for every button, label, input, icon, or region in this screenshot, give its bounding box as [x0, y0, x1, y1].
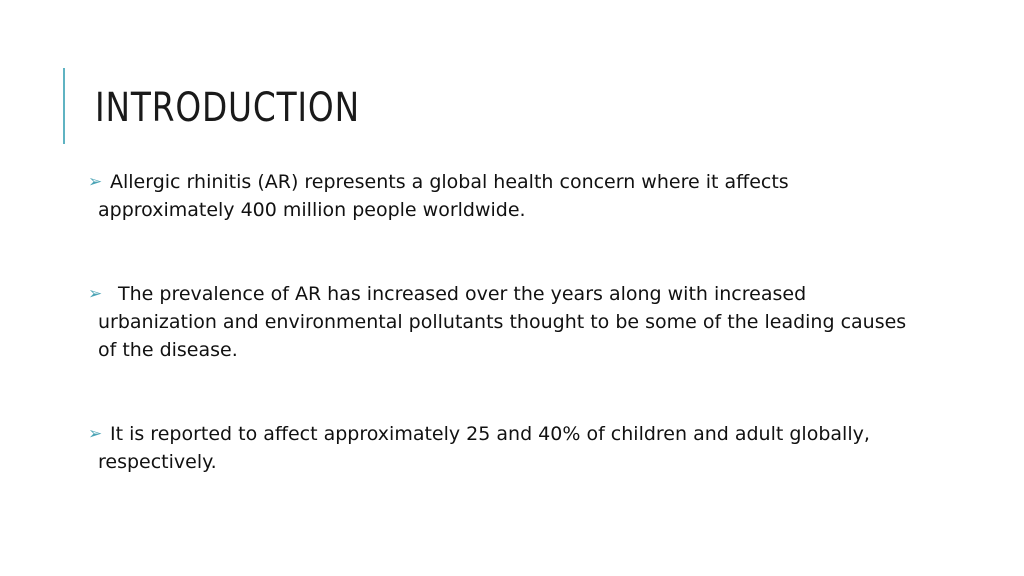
- bullet-item: [88, 280, 918, 364]
- title-accent-bar: [63, 68, 65, 144]
- arrow-bullet-icon: ➢: [88, 284, 103, 304]
- bullet-text: Allergic rhinitis (AR) represents a global health concern where it affects approximately 400 million people worldwide.: [98, 171, 789, 221]
- bullet-text: The prevalence of AR has increased over the years along with increased urbanization and environmental pollutants thought to be some of the leading causes of the disease.: [98, 283, 907, 361]
- slide-title: INTRODUCTION: [95, 85, 360, 131]
- bullet-text: It is reported to affect approximately 25 and 40% of children and adult globally, respectively.: [98, 423, 870, 473]
- bullet-item: [88, 168, 918, 224]
- arrow-bullet-icon: ➢: [88, 172, 103, 192]
- arrow-bullet-icon: ➢: [88, 424, 103, 444]
- bullet-item: [88, 420, 918, 476]
